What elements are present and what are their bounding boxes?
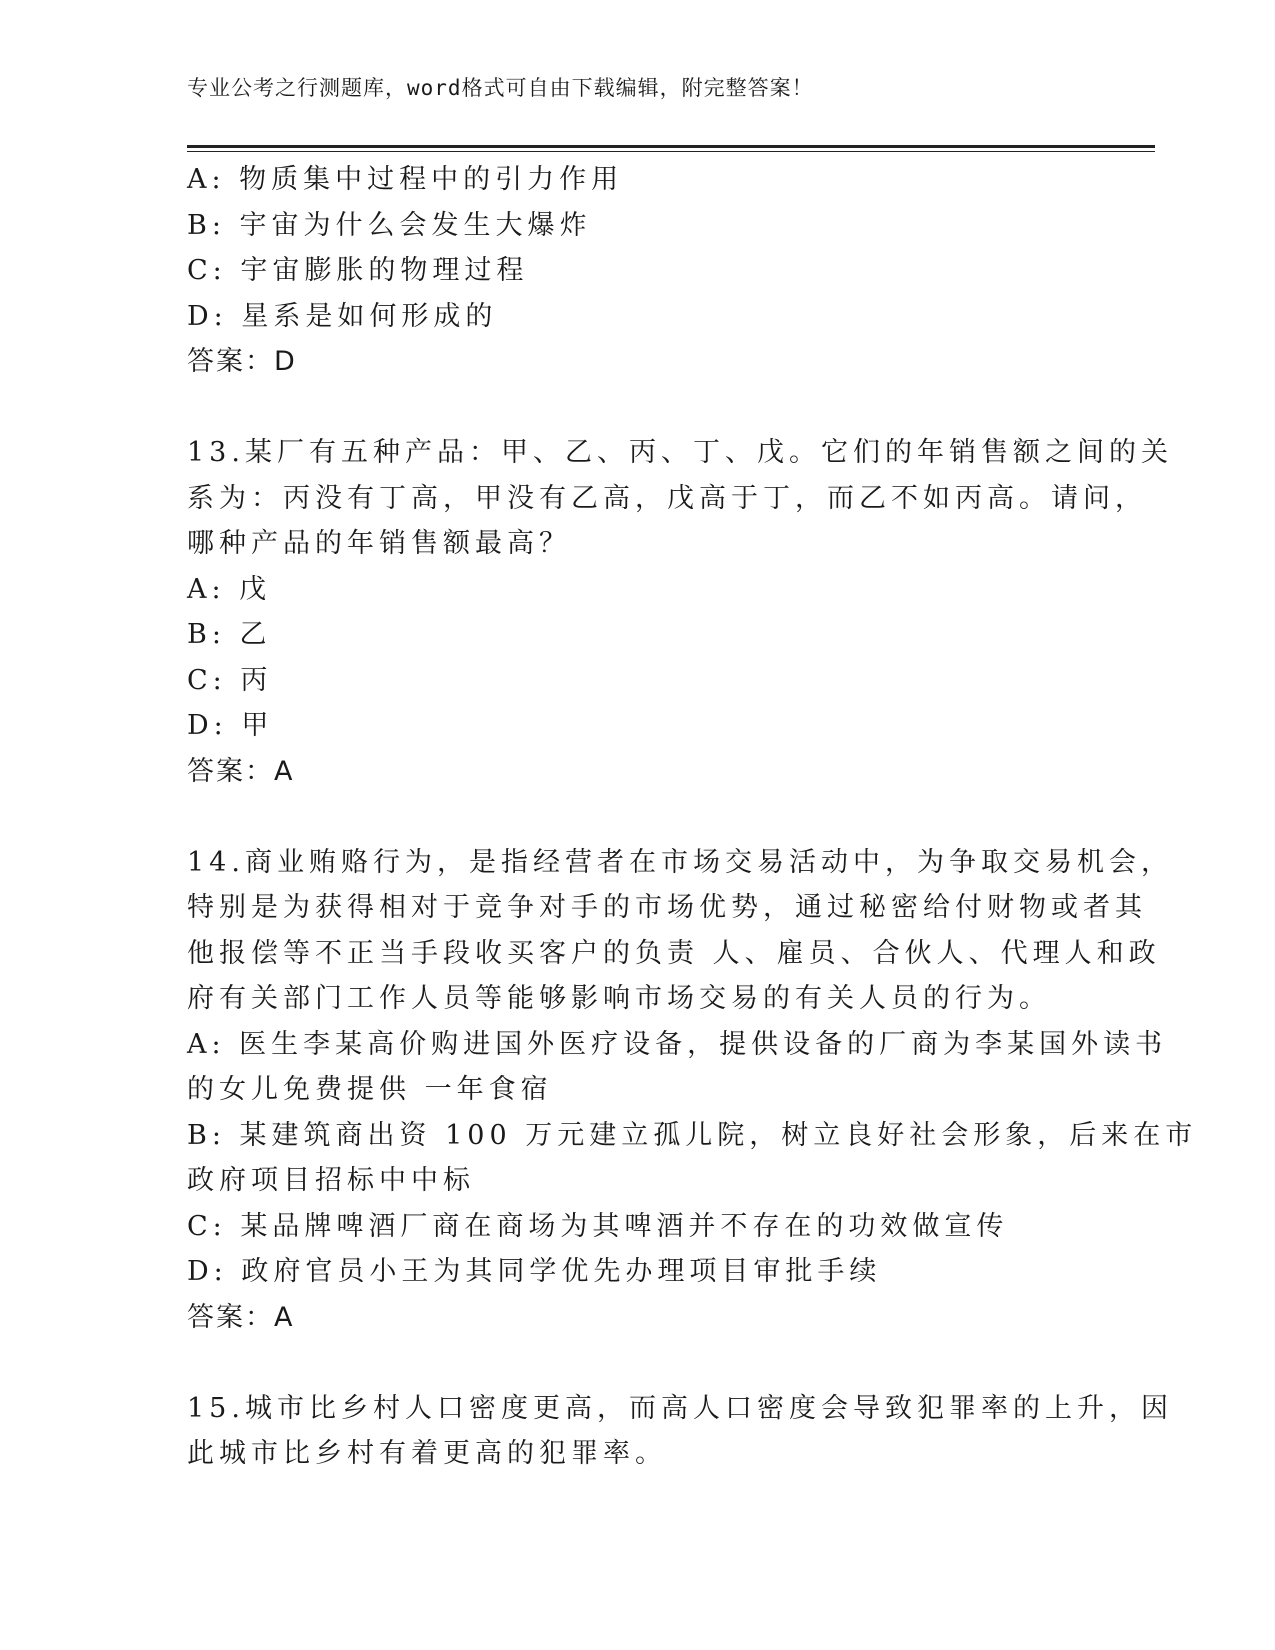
stem-line: 14.商业贿赂行为，是指经营者在市场交易活动中，为争取交易机会， — [187, 846, 1173, 878]
question-13-answer: 答案：A — [187, 755, 295, 787]
spacer — [187, 1340, 1092, 1386]
option-c: C: 某品牌啤酒厂商在商场为其啤酒并不存在的功效做宣传 — [187, 1210, 1009, 1242]
question-13-options — [187, 567, 1092, 749]
option-b: B: 某建筑商出资 100 万元建立孤儿院，树立良好社会形象，后来在市 — [187, 1119, 1198, 1151]
option-d: D: 政府官员小王为其同学优先办理项目审批手续 — [187, 1256, 882, 1287]
page-header: 专业公考之行测题库，word格式可自由下载编辑，附完整答案！ — [187, 76, 814, 100]
stem-line: 此城市比乡村有着更高的犯罪率。 — [187, 1438, 667, 1469]
option-a: A: 戊 — [187, 573, 272, 605]
question-15-stem — [187, 1386, 1173, 1477]
stem-line: 他报偿等不正当手段收买客户的负责 人、雇员、合伙人、代理人和政 — [187, 937, 1161, 969]
spacer — [187, 385, 1092, 431]
question-12-options — [187, 157, 1092, 339]
question-content — [187, 157, 1198, 1477]
option-c: C: 宇宙膨胀的物理过程 — [187, 255, 529, 286]
option-b: B: 乙 — [187, 619, 272, 650]
spacer — [187, 794, 1092, 840]
question-14-stem — [187, 840, 1173, 1022]
header-rule-thin — [187, 151, 1155, 152]
question-14-options — [187, 1022, 1198, 1295]
option-a: A: 医生李某高价购进国外医疗设备，提供设备的厂商为李某国外读书 — [187, 1028, 1168, 1060]
stem-line: 哪种产品的年销售额最高？ — [187, 528, 571, 559]
option-c: C: 丙 — [187, 664, 273, 696]
question-12-answer: 答案：D — [187, 346, 297, 377]
question-13-stem — [187, 430, 1173, 567]
stem-line: 13.某厂有五种产品：甲、乙、丙、丁、戊。它们的年销售额之间的关 — [187, 437, 1173, 468]
option-b: B: 宇宙为什么会发生大爆炸 — [187, 209, 592, 241]
option-d: D: 甲 — [187, 710, 274, 741]
stem-line: 系为：丙没有丁高，甲没有乙高，戊高于丁，而乙不如丙高。请问， — [187, 482, 1147, 514]
option-b-continued: 政府项目招标中中标 — [187, 1165, 475, 1196]
stem-line: 府有关部门工作人员等能够影响市场交易的有关人员的行为。 — [187, 983, 1051, 1014]
stem-line: 特别是为获得相对于竞争对手的市场优势，通过秘密给付财物或者其 — [187, 892, 1147, 923]
stem-line: 15.城市比乡村人口密度更高，而高人口密度会导致犯罪率的上升，因 — [187, 1392, 1173, 1424]
question-14-answer: 答案：A — [187, 1301, 295, 1333]
option-d: D: 星系是如何形成的 — [187, 300, 498, 332]
header-rule-thick — [187, 145, 1155, 148]
option-a-continued: 的女儿免费提供 一年食宿 — [187, 1074, 553, 1105]
option-a: A: 物质集中过程中的引力作用 — [187, 164, 624, 195]
